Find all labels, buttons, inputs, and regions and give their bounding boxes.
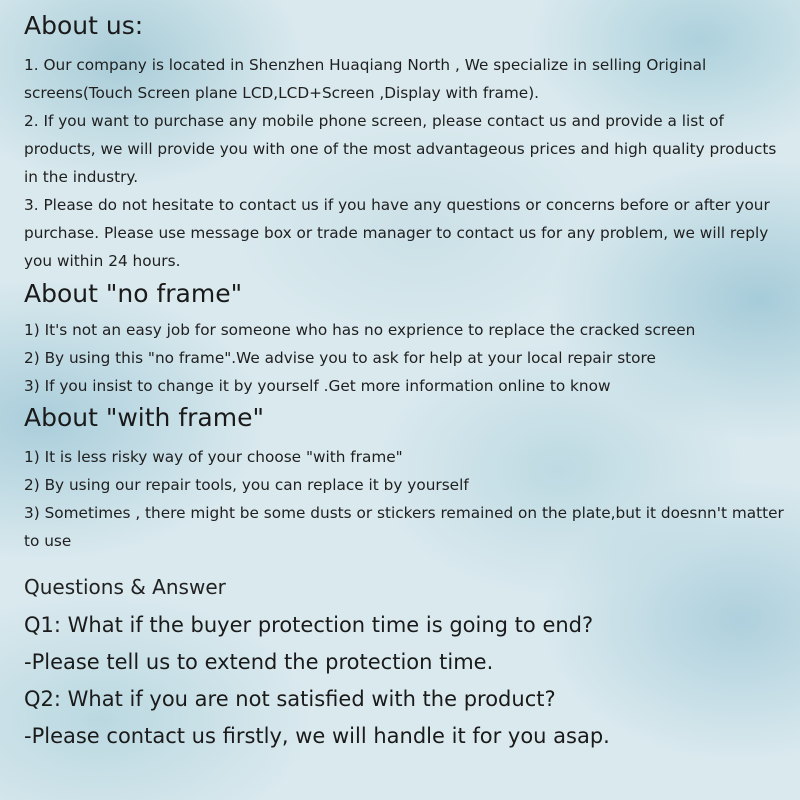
about-us-line: you within 24 hours. — [24, 252, 181, 270]
about-us-line: products, we will provide you with one of the most advantageous prices and high quality products — [24, 140, 777, 158]
qa-question: Q2: What if you are not satisfied with the product? — [24, 687, 556, 711]
about-us-line: 1. Our company is located in Shenzhen Huaqiang North , We specialize in selling Original — [24, 56, 707, 74]
no-frame-heading: About "no frame" — [24, 279, 243, 308]
with-frame-heading: About "with frame" — [24, 403, 264, 432]
qa-heading: Questions & Answer — [24, 575, 226, 599]
with-frame-line: to use — [24, 532, 72, 550]
qa-question: Q1: What if the buyer protection time is going to end? — [24, 613, 594, 637]
no-frame-line: 1) It's not an easy job for someone who has no exprience to replace the cracked screen — [24, 321, 696, 339]
with-frame-line: 3) Sometimes , there might be some dusts or stickers remained on the plate,but it doesnn't matter — [24, 504, 784, 522]
no-frame-line: 3) If you insist to change it by yourself .Get more information online to know — [24, 377, 611, 395]
about-us-line: in the industry. — [24, 168, 139, 186]
about-us-line: screens(Touch Screen plane LCD,LCD+Screen ,Display with frame). — [24, 84, 540, 102]
about-us-line: 3. Please do not hesitate to contact us if you have any questions or concerns before or after your — [24, 196, 770, 214]
qa-answer: -Please tell us to extend the protection time. — [24, 650, 494, 674]
with-frame-line: 1) It is less risky way of your choose "with frame" — [24, 448, 403, 466]
no-frame-line: 2) By using this "no frame".We advise you to ask for help at your local repair store — [24, 349, 656, 367]
about-us-line: 2. If you want to purchase any mobile phone screen, please contact us and provide a list of — [24, 112, 724, 130]
about-us-heading: About us: — [24, 11, 144, 40]
about-us-line: purchase. Please use message box or trade manager to contact us for any problem, we will reply — [24, 224, 769, 242]
with-frame-line: 2) By using our repair tools, you can replace it by yourself — [24, 476, 469, 494]
qa-answer: -Please contact us firstly, we will handle it for you asap. — [24, 724, 610, 748]
